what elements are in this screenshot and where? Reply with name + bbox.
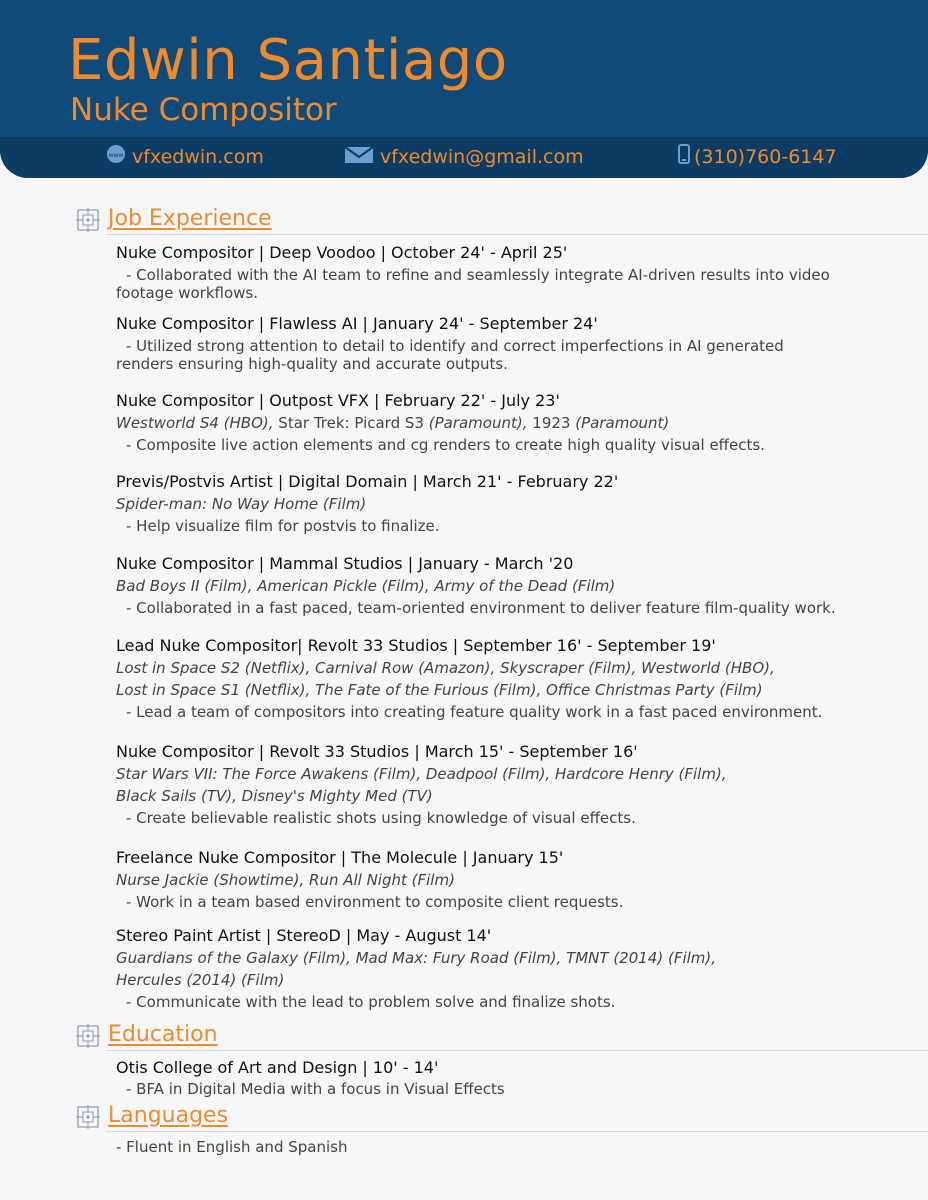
job-projects: Star Wars VII: The Force Awakens (Film), Deadpool (Film), Hardcore Henry (Film),	[116, 765, 727, 783]
job-projects: Nurse Jackie (Showtime), Run All Night (Film)	[116, 871, 455, 889]
education-section	[76, 1022, 928, 1052]
globe-icon	[106, 144, 126, 172]
job-title: Nuke Compositor | Outpost VFX | February 22' - July 23'	[116, 391, 560, 410]
section-title: Languages	[108, 1103, 229, 1128]
section-title: Job Experience	[108, 206, 272, 231]
job-description: - Create believable realistic shots using knowledge of visual effects.	[126, 809, 636, 827]
section-bullet-icon	[76, 1024, 100, 1048]
job-title: Lead Nuke Compositor| Revolt 33 Studios | September 16' - September 19'	[116, 636, 716, 655]
job-entry	[116, 242, 836, 302]
job-title: Freelance Nuke Compositor | The Molecule | January 15'	[116, 848, 564, 867]
job-description: - Communicate with the lead to problem solve and finalize shots.	[126, 993, 616, 1011]
job-title: Nuke Compositor | Flawless AI | January 24' - September 24'	[116, 314, 598, 333]
job-entry	[116, 471, 836, 535]
job-entry	[116, 390, 836, 454]
project-credit: (Paramount)	[575, 414, 670, 432]
website-contact[interactable]	[106, 143, 264, 171]
envelope-icon	[344, 144, 374, 172]
section-bullet-icon	[76, 1105, 100, 1129]
job-description: - Composite live action elements and cg renders to create high quality visual effects.	[126, 436, 765, 454]
job-entry	[116, 635, 836, 721]
phone-contact[interactable]	[678, 143, 837, 171]
job-entry	[116, 925, 836, 1011]
degree-description: - BFA in Digital Media with a focus in Visual Effects	[126, 1080, 505, 1098]
email-contact[interactable]	[344, 143, 584, 171]
section-divider	[106, 1050, 928, 1051]
section-bullet-icon	[76, 208, 100, 232]
languages-text: - Fluent in English and Spanish	[116, 1138, 348, 1156]
job-projects: Lost in Space S1 (Netflix), The Fate of the Furious (Film), Office Christmas Party (Film)	[116, 681, 763, 699]
job-projects: Spider-man: No Way Home (Film)	[116, 495, 367, 513]
resume-header	[0, 0, 928, 178]
job-projects: Black Sails (TV), Disney's Mighty Med (TV)	[116, 787, 433, 805]
languages-section	[76, 1103, 928, 1133]
job-description: - Help visualize film for postvis to finalize.	[126, 517, 440, 535]
job-title: Nuke Compositor | Revolt 33 Studios | March 15' - September 16'	[116, 742, 638, 761]
school-name: Otis College of Art and Design | 10' - 14'	[116, 1058, 439, 1077]
job-entry	[116, 741, 836, 827]
project-credit: 1923	[532, 414, 571, 432]
svg-text:www: www	[108, 151, 124, 159]
email-link[interactable]: vfxedwin@gmail.com	[380, 146, 584, 168]
candidate-name: Edwin Santiago	[68, 28, 508, 93]
job-projects	[116, 412, 836, 434]
job-entry	[116, 847, 836, 911]
job-description: - Collaborated in a fast paced, team-oriented environment to deliver feature film-quality work.	[126, 599, 836, 617]
job-title: Nuke Compositor | Deep Voodoo | October 24' - April 25'	[116, 243, 568, 262]
candidate-title: Nuke Compositor	[70, 92, 337, 128]
project-credit: Westworld S4 (HBO),	[116, 414, 274, 432]
job-description: - Utilized strong attention to detail to identify and correct imperfections in AI generated renders ensuring high-quality and accurate outputs.	[116, 337, 784, 373]
job-projects: Guardians of the Galaxy (Film), Mad Max: Fury Road (Film), TMNT (2014) (Film),	[116, 949, 717, 967]
project-credit: Star Trek: Picard S3	[278, 414, 424, 432]
job-entry	[116, 553, 836, 617]
job-title: Previs/Postvis Artist | Digital Domain | March 21' - February 22'	[116, 472, 619, 491]
job-description: - Lead a team of compositors into creating feature quality work in a fast paced environment.	[126, 703, 823, 721]
job-projects: Lost in Space S2 (Netflix), Carnival Row (Amazon), Skyscraper (Film), Westworld (HBO),	[116, 659, 775, 677]
section-divider	[106, 234, 928, 235]
job-projects: Hercules (2014) (Film)	[116, 971, 285, 989]
job-projects: Bad Boys II (Film), American Pickle (Film), Army of the Dead (Film)	[116, 577, 616, 595]
job-description: - Collaborated with the AI team to refine and seamlessly integrate AI-driven results into video footage workflows.	[116, 266, 830, 302]
job-title: Nuke Compositor | Mammal Studios | January - March '20	[116, 554, 574, 573]
job-title: Stereo Paint Artist | StereoD | May - August 14'	[116, 926, 492, 945]
job-entry	[116, 313, 836, 373]
phone-number[interactable]: (310)760-6147	[694, 146, 837, 168]
education-entry	[116, 1057, 836, 1099]
website-link[interactable]: vfxedwin.com	[132, 146, 264, 168]
section-title: Education	[108, 1022, 218, 1047]
phone-icon	[678, 144, 690, 172]
job-description: - Work in a team based environment to composite client requests.	[126, 893, 624, 911]
project-credit: (Paramount),	[428, 414, 528, 432]
job-experience-section	[76, 206, 928, 236]
section-divider	[106, 1131, 928, 1132]
